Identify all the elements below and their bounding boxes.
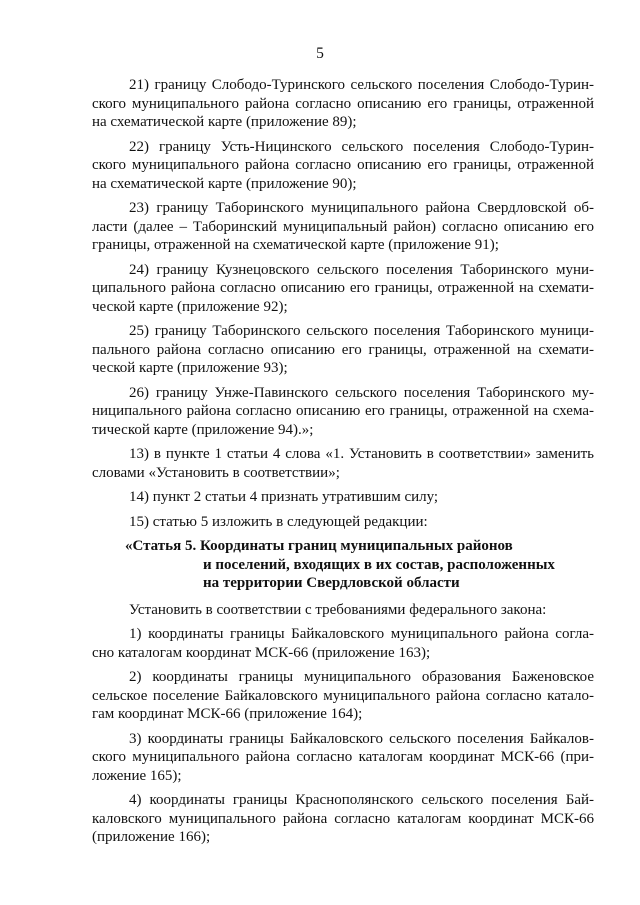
paragraph — [92, 322, 594, 378]
paragraph-line: (приложение 166); — [92, 829, 211, 845]
paragraph — [92, 625, 594, 662]
coordinates-list — [92, 601, 594, 847]
paragraph-line: 13) в пункте 1 статьи 4 слова «1. Установить в соответствии» заменить — [129, 446, 594, 462]
paragraph-line: 25) границу Таборинского сельского поселения Таборинского муници- — [129, 323, 594, 339]
paragraph-line: гам координат МСК-66 (приложение 164); — [92, 706, 363, 722]
paragraph-line: словами «Установить в соответствии»; — [92, 464, 340, 481]
paragraph-line: 22) границу Усть-Ницинского сельского поселения Слободо-Турин- — [129, 138, 594, 155]
paragraph-line: сно каталогам координат МСК-66 (приложение 163); — [92, 644, 431, 661]
paragraph — [92, 384, 594, 440]
article-heading — [92, 537, 594, 593]
paragraph-line: 3) координаты границы Байкаловского сельского поселения Байкалов- — [129, 730, 594, 747]
paragraph-line: ложение 165); — [92, 767, 182, 784]
paragraph — [92, 601, 594, 620]
paragraph — [92, 488, 594, 507]
paragraph-line: каловского муниципального района согласно каталогам координат МСК-66 — [92, 810, 594, 827]
paragraph-line: ского муниципального района согласно каталогам координат МСК-66 (при- — [92, 749, 594, 765]
paragraph-line: ниципального района согласно описанию его границы, отраженной на схема- — [92, 403, 594, 419]
paragraph — [92, 445, 594, 482]
paragraph-line: 1) координаты границы Байкаловского муниципального района согла- — [129, 626, 594, 642]
paragraph — [92, 76, 594, 132]
paragraph-line: ского муниципального района согласно описанию его границы, отраженной — [92, 95, 594, 112]
paragraph — [92, 730, 594, 786]
paragraph-line: границы, отраженной на схематической карте (приложение 91); — [92, 237, 499, 253]
article-heading-line-3: на территории Свердловской области — [203, 575, 460, 591]
paragraph-line: Установить в соответствии с требованиями федерального закона: — [129, 601, 547, 618]
paragraph — [92, 791, 594, 847]
paragraph-line: сельское поселение Байкаловского муниципального района согласно катало- — [92, 687, 594, 704]
paragraph-line: ческой карте (приложение 93); — [92, 360, 288, 376]
article-heading-line-1: «Статья 5. Координаты границ муниципальных районов — [125, 538, 513, 554]
amendment-list — [92, 76, 594, 531]
paragraph — [92, 199, 594, 255]
document-body — [92, 76, 594, 853]
page-number: 5 — [316, 45, 324, 62]
paragraph-line: 24) границу Кузнецовского сельского поселения Таборинского муни- — [129, 261, 594, 278]
paragraph-line: ципального района согласно описанию его границы, отраженной на схемати- — [92, 280, 594, 296]
paragraph — [92, 261, 594, 317]
paragraph-line: ческой карте (приложение 92); — [92, 298, 288, 315]
paragraph-line: 15) статью 5 изложить в следующей редакции: — [129, 513, 428, 530]
article-heading-line-2: и поселений, входящих в их состав, расположенных — [203, 556, 555, 573]
paragraph-line: ласти (далее – Таборинский муниципальный район) согласно описанию его — [92, 218, 594, 235]
paragraph — [92, 668, 594, 724]
paragraph-line: 14) пункт 2 статьи 4 признать утратившим силу; — [129, 489, 439, 505]
paragraph-line: 21) границу Слободо-Туринского сельского поселения Слободо-Турин- — [129, 77, 594, 93]
paragraph-line: тической карте (приложение 94).»; — [92, 421, 314, 438]
paragraph-line: на схематической карте (приложение 89); — [92, 114, 357, 130]
paragraph — [92, 138, 594, 194]
paragraph-line: 23) границу Таборинского муниципального района Свердловской об- — [129, 200, 594, 216]
paragraph-line: на схематической карте (приложение 90); — [92, 175, 357, 192]
paragraph-line: 4) координаты границы Краснополянского сельского поселения Бай- — [129, 792, 594, 808]
paragraph-line: ского муниципального района согласно описанию его границы, отраженной — [92, 157, 594, 173]
paragraph — [92, 513, 594, 532]
paragraph-line: пального района согласно описанию его границы, отраженной на схемати- — [92, 341, 594, 358]
paragraph-line: 26) границу Унже-Павинского сельского поселения Таборинского му- — [129, 384, 594, 401]
paragraph-line: 2) координаты границы муниципального образования Баженовское — [129, 669, 594, 685]
